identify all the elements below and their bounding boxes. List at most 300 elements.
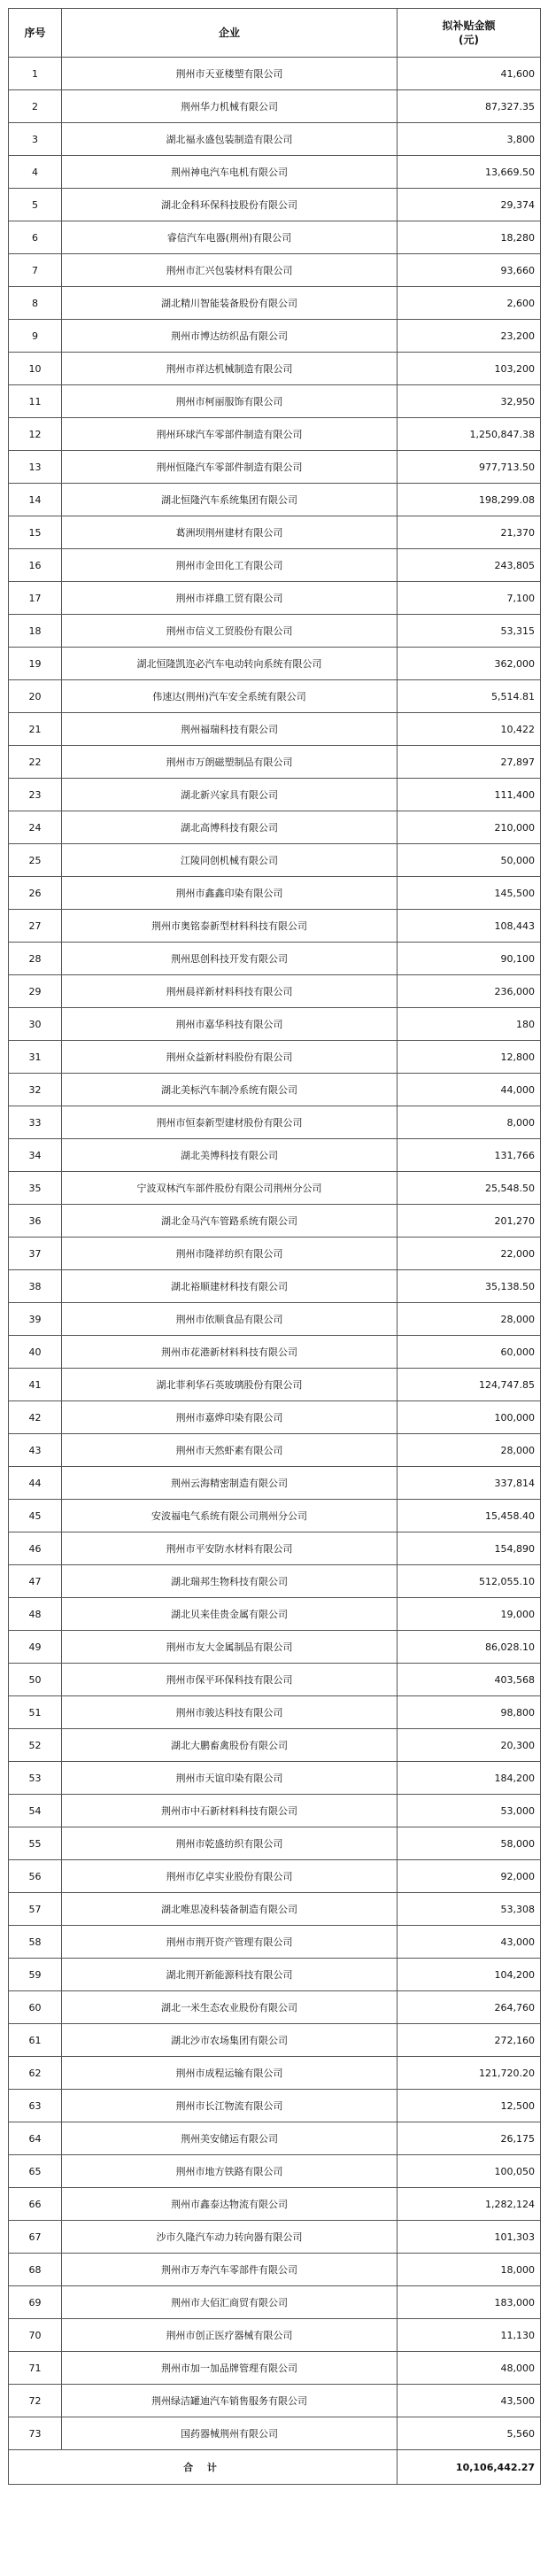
row-number: 17 <box>9 582 62 615</box>
subsidy-amount: 124,747.85 <box>397 1369 541 1401</box>
row-number: 31 <box>9 1041 62 1074</box>
row-number: 64 <box>9 2122 62 2155</box>
company-name: 荆州市祥达机械制造有限公司 <box>62 353 397 385</box>
row-number: 26 <box>9 877 62 910</box>
subsidy-amount: 50,000 <box>397 844 541 877</box>
company-name: 湖北菲利华石英玻璃股份有限公司 <box>62 1369 397 1401</box>
company-name: 荆州美安储运有限公司 <box>62 2122 397 2155</box>
company-name: 湖北恒隆凯迩必汽车电动转向系统有限公司 <box>62 648 397 680</box>
row-number: 50 <box>9 1664 62 1696</box>
table-row <box>9 811 541 844</box>
row-number: 32 <box>9 1074 62 1106</box>
company-name: 睿信汽车电器(荆州)有限公司 <box>62 221 397 254</box>
table-row <box>9 1893 541 1926</box>
subsidy-amount: 7,100 <box>397 582 541 615</box>
company-name: 湖北美标汽车制冷系统有限公司 <box>62 1074 397 1106</box>
company-name: 伟速达(荆州)汽车安全系统有限公司 <box>62 680 397 713</box>
subsidy-amount: 60,000 <box>397 1336 541 1369</box>
company-name: 荆州市成程运输有限公司 <box>62 2057 397 2090</box>
table-row <box>9 1369 541 1401</box>
row-number: 16 <box>9 549 62 582</box>
company-name: 荆州华力机械有限公司 <box>62 90 397 123</box>
row-number: 38 <box>9 1270 62 1303</box>
table-row <box>9 516 541 549</box>
company-name: 安波福电气系统有限公司荆州分公司 <box>62 1500 397 1532</box>
subsidy-amount: 184,200 <box>397 1762 541 1795</box>
subsidy-amount: 48,000 <box>397 2352 541 2385</box>
company-name: 荆州市天谊印染有限公司 <box>62 1762 397 1795</box>
table-row <box>9 582 541 615</box>
row-number: 39 <box>9 1303 62 1336</box>
row-number: 72 <box>9 2385 62 2417</box>
table-row <box>9 287 541 320</box>
subsidy-table <box>8 8 541 2485</box>
row-number: 35 <box>9 1172 62 1205</box>
subsidy-amount: 131,766 <box>397 1139 541 1172</box>
table-row <box>9 2122 541 2155</box>
company-name: 湖北恒隆汽车系统集团有限公司 <box>62 484 397 516</box>
company-name: 湖北金马汽车管路系统有限公司 <box>62 1205 397 1238</box>
table-row <box>9 189 541 221</box>
company-name: 荆州市恒泰新型建材股份有限公司 <box>62 1106 397 1139</box>
table-row <box>9 2352 541 2385</box>
subsidy-amount: 272,160 <box>397 2024 541 2057</box>
row-number: 41 <box>9 1369 62 1401</box>
table-row <box>9 1205 541 1238</box>
subsidy-amount: 28,000 <box>397 1303 541 1336</box>
row-number: 58 <box>9 1926 62 1959</box>
company-name: 荆州市大佰汇商贸有限公司 <box>62 2286 397 2319</box>
table-row <box>9 1795 541 1827</box>
row-number: 1 <box>9 58 62 90</box>
subsidy-amount: 44,000 <box>397 1074 541 1106</box>
subsidy-amount: 53,308 <box>397 1893 541 1926</box>
table-row <box>9 746 541 779</box>
row-number: 3 <box>9 123 62 156</box>
subsidy-amount: 100,050 <box>397 2155 541 2188</box>
subsidy-amount: 121,720.20 <box>397 2057 541 2090</box>
table-row <box>9 1172 541 1205</box>
table-row <box>9 1631 541 1664</box>
table-row <box>9 2417 541 2450</box>
row-number: 71 <box>9 2352 62 2385</box>
row-number: 48 <box>9 1598 62 1631</box>
table-row <box>9 1926 541 1959</box>
row-number: 40 <box>9 1336 62 1369</box>
company-name: 湖北唯思凌科装备制造有限公司 <box>62 1893 397 1926</box>
company-name: 湖北新兴家具有限公司 <box>62 779 397 811</box>
subsidy-amount: 11,130 <box>397 2319 541 2352</box>
row-number: 45 <box>9 1500 62 1532</box>
row-number: 44 <box>9 1467 62 1500</box>
subsidy-amount: 22,000 <box>397 1238 541 1270</box>
subsidy-amount: 236,000 <box>397 975 541 1008</box>
row-number: 28 <box>9 943 62 975</box>
company-name: 荆州市奥铭泰新型材料科技有限公司 <box>62 910 397 943</box>
company-name: 江陵同创机械有限公司 <box>62 844 397 877</box>
table-row <box>9 713 541 746</box>
company-name: 荆州市汇兴包装材料有限公司 <box>62 254 397 287</box>
company-name: 荆州市亿卓实业股份有限公司 <box>62 1860 397 1893</box>
row-number: 36 <box>9 1205 62 1238</box>
table-header <box>9 9 541 58</box>
table-row <box>9 1729 541 1762</box>
row-number: 21 <box>9 713 62 746</box>
subsidy-amount: 29,374 <box>397 189 541 221</box>
table-row <box>9 975 541 1008</box>
company-name: 荆州市友大金属制品有限公司 <box>62 1631 397 1664</box>
row-number: 54 <box>9 1795 62 1827</box>
subsidy-amount: 5,514.81 <box>397 680 541 713</box>
table-row <box>9 451 541 484</box>
table-row <box>9 90 541 123</box>
header-amount-unit: (元) <box>459 34 479 46</box>
company-name: 湖北瑞邦生物科技有限公司 <box>62 1565 397 1598</box>
company-name: 宁波双林汽车部件股份有限公司荆州分公司 <box>62 1172 397 1205</box>
table-row <box>9 2254 541 2286</box>
table-row <box>9 1303 541 1336</box>
row-number: 33 <box>9 1106 62 1139</box>
subsidy-amount: 18,280 <box>397 221 541 254</box>
table-row <box>9 549 541 582</box>
subsidy-amount: 103,200 <box>397 353 541 385</box>
subsidy-amount: 3,800 <box>397 123 541 156</box>
subsidy-amount: 12,800 <box>397 1041 541 1074</box>
company-name: 湖北高博科技有限公司 <box>62 811 397 844</box>
company-name: 荆州市天然虾素有限公司 <box>62 1434 397 1467</box>
company-name: 荆州市鑫鑫印染有限公司 <box>62 877 397 910</box>
row-number: 9 <box>9 320 62 353</box>
company-name: 荆州市祥鼎工贸有限公司 <box>62 582 397 615</box>
company-name: 荆州市花港新材料科技有限公司 <box>62 1336 397 1369</box>
row-number: 63 <box>9 2090 62 2122</box>
subsidy-amount: 90,100 <box>397 943 541 975</box>
company-name: 荆州绿洁罐迪汽车销售服务有限公司 <box>62 2385 397 2417</box>
table-row <box>9 123 541 156</box>
company-name: 湖北福永盛包装制造有限公司 <box>62 123 397 156</box>
header-amount <box>397 9 541 58</box>
row-number: 62 <box>9 2057 62 2090</box>
subsidy-amount: 198,299.08 <box>397 484 541 516</box>
subsidy-amount: 362,000 <box>397 648 541 680</box>
table-row <box>9 156 541 189</box>
company-name: 荆州神电汽车电机有限公司 <box>62 156 397 189</box>
table-row <box>9 877 541 910</box>
table-row <box>9 2286 541 2319</box>
company-name: 荆州众益新材料股份有限公司 <box>62 1041 397 1074</box>
table-row <box>9 1959 541 1991</box>
total-amount: 10,106,442.27 <box>397 2450 541 2485</box>
company-name: 湖北裕顺建材科技有限公司 <box>62 1270 397 1303</box>
row-number: 34 <box>9 1139 62 1172</box>
company-name: 湖北精川智能装备股份有限公司 <box>62 287 397 320</box>
subsidy-amount: 53,000 <box>397 1795 541 1827</box>
company-name: 荆州市天亚楼塑有限公司 <box>62 58 397 90</box>
subsidy-amount: 2,600 <box>397 287 541 320</box>
row-number: 10 <box>9 353 62 385</box>
subsidy-amount: 27,897 <box>397 746 541 779</box>
company-name: 荆州市乾盛纺织有限公司 <box>62 1827 397 1860</box>
company-name: 荆州晨祥新材料科技有限公司 <box>62 975 397 1008</box>
company-name: 荆州云海精密制造有限公司 <box>62 1467 397 1500</box>
company-name: 湖北一米生态农业股份有限公司 <box>62 1991 397 2024</box>
row-number: 27 <box>9 910 62 943</box>
company-name: 荆州市万朗磁塑制品有限公司 <box>62 746 397 779</box>
company-name: 荆州市隆祥纺织有限公司 <box>62 1238 397 1270</box>
company-name: 荆州福瑞科技有限公司 <box>62 713 397 746</box>
company-name: 荆州市创正医疗器械有限公司 <box>62 2319 397 2352</box>
row-number: 7 <box>9 254 62 287</box>
subsidy-amount: 101,303 <box>397 2221 541 2254</box>
subsidy-amount: 183,000 <box>397 2286 541 2319</box>
company-name: 荆州市保平环保科技有限公司 <box>62 1664 397 1696</box>
table-row <box>9 680 541 713</box>
subsidy-amount: 1,282,124 <box>397 2188 541 2221</box>
row-number: 55 <box>9 1827 62 1860</box>
row-number: 49 <box>9 1631 62 1664</box>
company-name: 荆州市博达纺织品有限公司 <box>62 320 397 353</box>
company-name: 荆州市依顺食品有限公司 <box>62 1303 397 1336</box>
subsidy-amount: 337,814 <box>397 1467 541 1500</box>
row-number: 19 <box>9 648 62 680</box>
row-number: 13 <box>9 451 62 484</box>
subsidy-amount: 13,669.50 <box>397 156 541 189</box>
company-name: 湖北荆开新能源科技有限公司 <box>62 1959 397 1991</box>
company-name: 湖北沙市农场集团有限公司 <box>62 2024 397 2057</box>
table-row <box>9 2385 541 2417</box>
row-number: 56 <box>9 1860 62 1893</box>
subsidy-amount: 201,270 <box>397 1205 541 1238</box>
row-number: 57 <box>9 1893 62 1926</box>
row-number: 6 <box>9 221 62 254</box>
subsidy-amount: 92,000 <box>397 1860 541 1893</box>
subsidy-amount: 210,000 <box>397 811 541 844</box>
row-number: 65 <box>9 2155 62 2188</box>
table-row <box>9 2221 541 2254</box>
table-row <box>9 1598 541 1631</box>
subsidy-amount: 28,000 <box>397 1434 541 1467</box>
table-row <box>9 1401 541 1434</box>
row-number: 51 <box>9 1696 62 1729</box>
table-row <box>9 2057 541 2090</box>
subsidy-amount: 512,055.10 <box>397 1565 541 1598</box>
header-amount-label: 拟补贴金额 <box>442 19 496 32</box>
row-number: 73 <box>9 2417 62 2450</box>
row-number: 15 <box>9 516 62 549</box>
subsidy-amount: 403,568 <box>397 1664 541 1696</box>
table-row <box>9 418 541 451</box>
table-row <box>9 221 541 254</box>
table-row <box>9 1008 541 1041</box>
row-number: 60 <box>9 1991 62 2024</box>
table-row <box>9 353 541 385</box>
row-number: 20 <box>9 680 62 713</box>
row-number: 66 <box>9 2188 62 2221</box>
subsidy-amount: 25,548.50 <box>397 1172 541 1205</box>
row-number: 70 <box>9 2319 62 2352</box>
subsidy-amount: 23,200 <box>397 320 541 353</box>
table-row <box>9 1565 541 1598</box>
table-row <box>9 484 541 516</box>
row-number: 67 <box>9 2221 62 2254</box>
subsidy-amount: 98,800 <box>397 1696 541 1729</box>
table-row <box>9 2188 541 2221</box>
table-row <box>9 1696 541 1729</box>
subsidy-amount: 5,560 <box>397 2417 541 2450</box>
row-number: 12 <box>9 418 62 451</box>
table-body <box>9 58 541 2450</box>
row-number: 14 <box>9 484 62 516</box>
table-row <box>9 910 541 943</box>
company-name: 葛洲坝荆州建材有限公司 <box>62 516 397 549</box>
row-number: 47 <box>9 1565 62 1598</box>
table-row <box>9 58 541 90</box>
company-name: 荆州市万寿汽车零部件有限公司 <box>62 2254 397 2286</box>
table-footer <box>9 2450 541 2485</box>
company-name: 荆州市骏达科技有限公司 <box>62 1696 397 1729</box>
table-row <box>9 1139 541 1172</box>
row-number: 53 <box>9 1762 62 1795</box>
table-row <box>9 779 541 811</box>
row-number: 8 <box>9 287 62 320</box>
subsidy-amount: 12,500 <box>397 2090 541 2122</box>
subsidy-amount: 264,760 <box>397 1991 541 2024</box>
company-name: 湖北贝来佳贵金属有限公司 <box>62 1598 397 1631</box>
subsidy-amount: 26,175 <box>397 2122 541 2155</box>
table-row <box>9 1434 541 1467</box>
subsidy-amount: 35,138.50 <box>397 1270 541 1303</box>
table-row <box>9 254 541 287</box>
company-name: 荆州思创科技开发有限公司 <box>62 943 397 975</box>
subsidy-amount: 1,250,847.38 <box>397 418 541 451</box>
table-row <box>9 1664 541 1696</box>
table-row <box>9 1238 541 1270</box>
company-name: 荆州市地方铁路有限公司 <box>62 2155 397 2188</box>
subsidy-amount: 15,458.40 <box>397 1500 541 1532</box>
subsidy-amount: 108,443 <box>397 910 541 943</box>
table-row <box>9 943 541 975</box>
subsidy-amount: 43,500 <box>397 2385 541 2417</box>
subsidy-amount: 43,000 <box>397 1926 541 1959</box>
table-row <box>9 1532 541 1565</box>
header-no: 序号 <box>9 9 62 58</box>
subsidy-amount: 18,000 <box>397 2254 541 2286</box>
total-label: 合 计 <box>9 2450 397 2485</box>
subsidy-amount: 100,000 <box>397 1401 541 1434</box>
row-number: 46 <box>9 1532 62 1565</box>
row-number: 5 <box>9 189 62 221</box>
table-row <box>9 2090 541 2122</box>
company-name: 沙市久隆汽车动力转向器有限公司 <box>62 2221 397 2254</box>
company-name: 荆州市信义工贸股份有限公司 <box>62 615 397 648</box>
row-number: 11 <box>9 385 62 418</box>
row-number: 68 <box>9 2254 62 2286</box>
table-row <box>9 615 541 648</box>
subsidy-amount: 977,713.50 <box>397 451 541 484</box>
table-row <box>9 1074 541 1106</box>
row-number: 24 <box>9 811 62 844</box>
row-number: 29 <box>9 975 62 1008</box>
table-row <box>9 2319 541 2352</box>
row-number: 25 <box>9 844 62 877</box>
subsidy-amount: 180 <box>397 1008 541 1041</box>
total-row <box>9 2450 541 2485</box>
company-name: 国药器械荆州有限公司 <box>62 2417 397 2450</box>
company-name: 荆州市长江物流有限公司 <box>62 2090 397 2122</box>
table-row <box>9 320 541 353</box>
row-number: 22 <box>9 746 62 779</box>
company-name: 荆州市鑫泰达物流有限公司 <box>62 2188 397 2221</box>
company-name: 荆州市荆开资产管理有限公司 <box>62 1926 397 1959</box>
table-row <box>9 2024 541 2057</box>
subsidy-amount: 86,028.10 <box>397 1631 541 1664</box>
table-row <box>9 1467 541 1500</box>
table-row <box>9 844 541 877</box>
subsidy-amount: 104,200 <box>397 1959 541 1991</box>
subsidy-amount: 41,600 <box>397 58 541 90</box>
table-row <box>9 1827 541 1860</box>
table-row <box>9 1991 541 2024</box>
subsidy-amount: 145,500 <box>397 877 541 910</box>
table-row <box>9 1860 541 1893</box>
subsidy-amount: 20,300 <box>397 1729 541 1762</box>
subsidy-amount: 8,000 <box>397 1106 541 1139</box>
table-row <box>9 1500 541 1532</box>
table-row <box>9 385 541 418</box>
company-name: 荆州市平安防水材料有限公司 <box>62 1532 397 1565</box>
company-name: 荆州市柯丽服饰有限公司 <box>62 385 397 418</box>
subsidy-amount: 111,400 <box>397 779 541 811</box>
row-number: 59 <box>9 1959 62 1991</box>
row-number: 37 <box>9 1238 62 1270</box>
subsidy-amount: 32,950 <box>397 385 541 418</box>
company-name: 荆州环球汽车零部件制造有限公司 <box>62 418 397 451</box>
company-name: 荆州市金田化工有限公司 <box>62 549 397 582</box>
company-name: 湖北美博科技有限公司 <box>62 1139 397 1172</box>
table-row <box>9 1336 541 1369</box>
subsidy-amount: 53,315 <box>397 615 541 648</box>
row-number: 4 <box>9 156 62 189</box>
table-row <box>9 1041 541 1074</box>
row-number: 2 <box>9 90 62 123</box>
row-number: 23 <box>9 779 62 811</box>
subsidy-amount: 87,327.35 <box>397 90 541 123</box>
company-name: 荆州市嘉烨印染有限公司 <box>62 1401 397 1434</box>
subsidy-amount: 58,000 <box>397 1827 541 1860</box>
subsidy-amount: 21,370 <box>397 516 541 549</box>
row-number: 69 <box>9 2286 62 2319</box>
company-name: 荆州市加一加品牌管理有限公司 <box>62 2352 397 2385</box>
table-row <box>9 648 541 680</box>
subsidy-amount: 93,660 <box>397 254 541 287</box>
row-number: 61 <box>9 2024 62 2057</box>
row-number: 43 <box>9 1434 62 1467</box>
row-number: 52 <box>9 1729 62 1762</box>
company-name: 荆州恒隆汽车零部件制造有限公司 <box>62 451 397 484</box>
subsidy-amount: 19,000 <box>397 1598 541 1631</box>
table-row <box>9 1270 541 1303</box>
table-row <box>9 1762 541 1795</box>
company-name: 荆州市中石新材料科技有限公司 <box>62 1795 397 1827</box>
row-number: 42 <box>9 1401 62 1434</box>
table-row <box>9 2155 541 2188</box>
row-number: 30 <box>9 1008 62 1041</box>
company-name: 荆州市嘉华科技有限公司 <box>62 1008 397 1041</box>
subsidy-amount: 10,422 <box>397 713 541 746</box>
header-company: 企业 <box>62 9 397 58</box>
table-row <box>9 1106 541 1139</box>
subsidy-amount: 243,805 <box>397 549 541 582</box>
